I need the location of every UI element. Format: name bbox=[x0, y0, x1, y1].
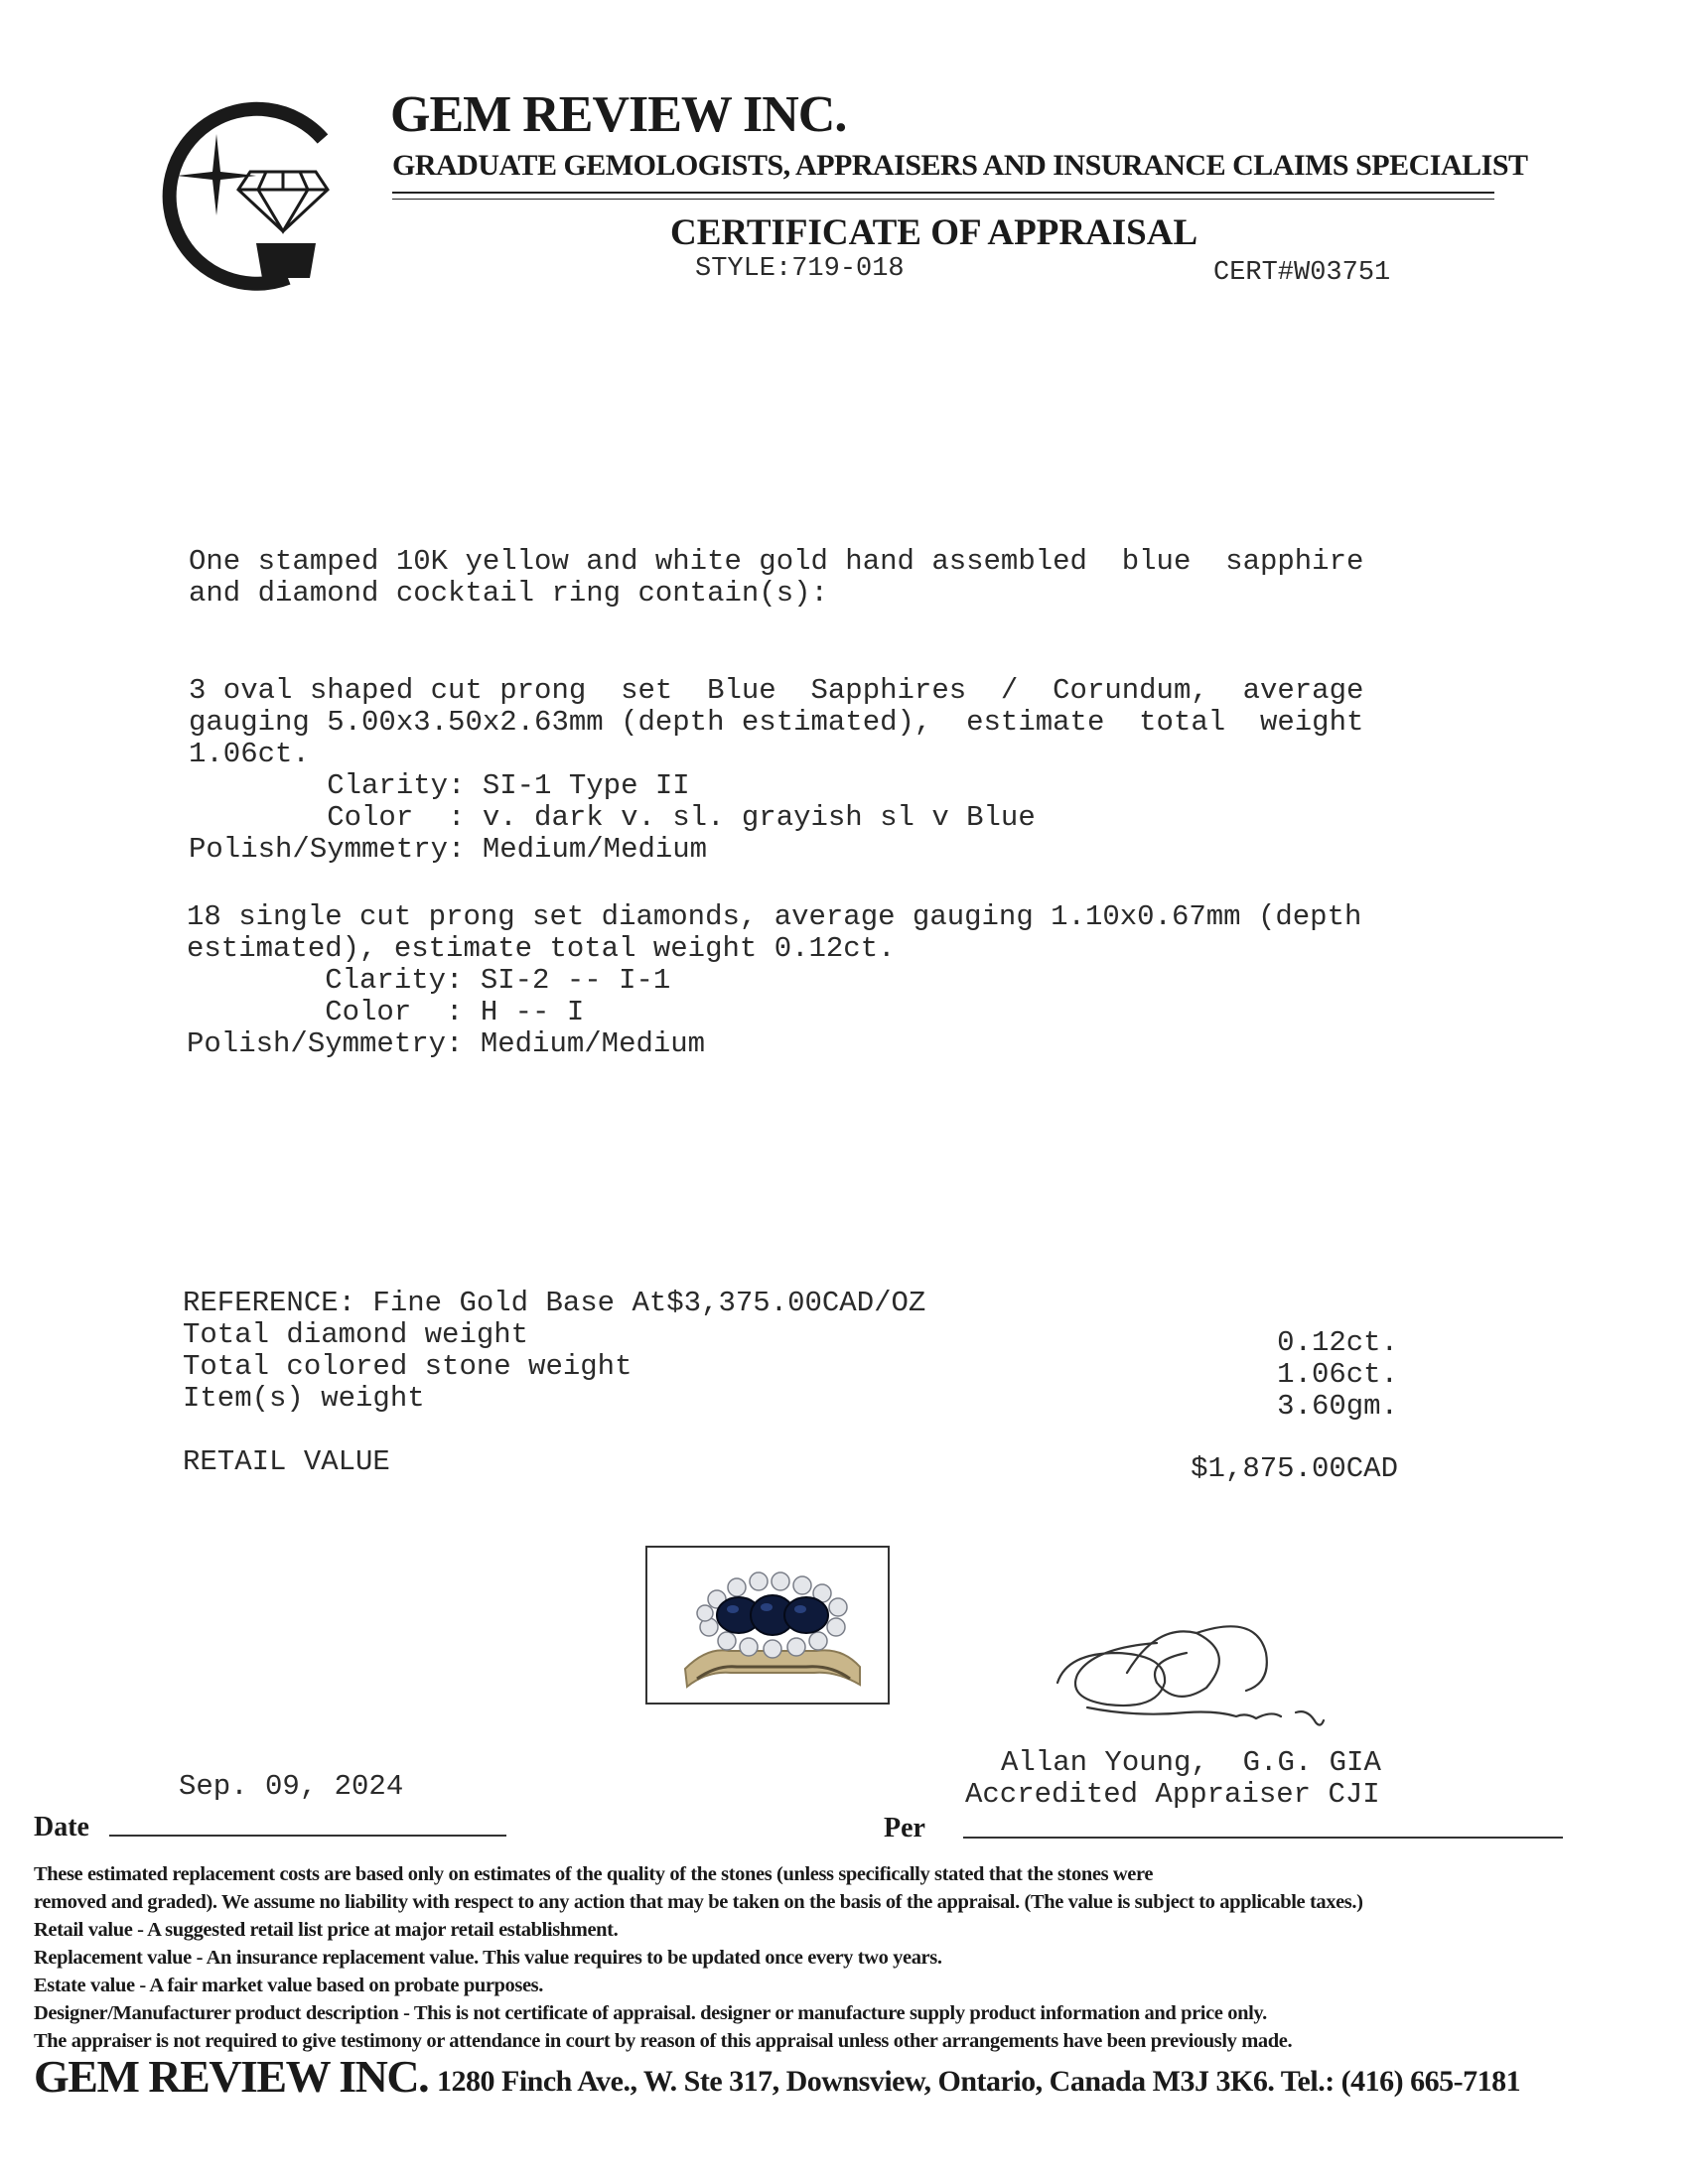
per-underline bbox=[963, 1837, 1563, 1839]
disclaimer-line: Retail value - A suggested retail list price at major retail establishment. bbox=[34, 1919, 619, 1941]
diamond-color: Color : H -- I bbox=[187, 996, 585, 1028]
date-underline bbox=[109, 1835, 506, 1837]
sapphire-color: Color : v. dark v. sl. grayish sl v Blue bbox=[189, 801, 1036, 834]
diamond-line-2: estimated), estimate total weight 0.12ct. bbox=[187, 932, 896, 965]
retail-value-label: RETAIL VALUE bbox=[183, 1445, 390, 1478]
description-line-1: One stamped 10K yellow and white gold hand assembled blue sapphire bbox=[189, 545, 1364, 578]
diamond-clarity: Clarity: SI-2 -- I-1 bbox=[187, 964, 671, 997]
certificate-title: CERTIFICATE OF APPRAISAL bbox=[670, 212, 1198, 253]
disclaimer-line: The appraiser is not required to give testimony or attendance in court by reason of this appraisal unless other arrangements have been previously made. bbox=[34, 2030, 1293, 2052]
summary-label-colored-stone-weight: Total colored stone weight bbox=[183, 1350, 633, 1383]
date-label: Date bbox=[34, 1812, 89, 1843]
summary-label-diamond-weight: Total diamond weight bbox=[183, 1318, 529, 1351]
sapphire-line-1: 3 oval shaped cut prong set Blue Sapphires / Corundum, average bbox=[189, 674, 1364, 707]
summary-value-diamond-weight: 0.12ct. bbox=[1277, 1326, 1398, 1359]
diamond-polish: Polish/Symmetry: Medium/Medium bbox=[187, 1027, 706, 1060]
header-divider-thin bbox=[392, 199, 1494, 200]
disclaimer-line: Replacement value - An insurance replacement value. This value requires to be updated once every two years. bbox=[34, 1947, 942, 1969]
style-number: STYLE:719-018 bbox=[695, 254, 905, 284]
summary-value-item-weight: 3.60gm. bbox=[1277, 1390, 1398, 1423]
sapphire-polish: Polish/Symmetry: Medium/Medium bbox=[189, 833, 708, 866]
header-divider bbox=[392, 192, 1494, 194]
appraisal-date: Sep. 09, 2024 bbox=[179, 1770, 404, 1803]
appraiser-name: Allan Young, G.G. GIA bbox=[1001, 1746, 1381, 1779]
disclaimer-line: Estate value - A fair market value based on probate purposes. bbox=[34, 1975, 543, 1996]
logo-base bbox=[256, 243, 316, 278]
company-name: GEM REVIEW INC. bbox=[390, 86, 847, 143]
per-label: Per bbox=[884, 1813, 925, 1843]
diamond-icon bbox=[238, 172, 328, 231]
disclaimer-line: removed and graded). We assume no liability with respect to any action that may be taken on the basis of the appraisal. (The value is subject to applicable taxes.) bbox=[34, 1891, 1363, 1913]
disclaimer-line: These estimated replacement costs are based only on estimates of the quality of the stones (unless specifically stated that the stones were bbox=[34, 1863, 1154, 1885]
retail-value-amount: $1,875.00CAD bbox=[1191, 1452, 1398, 1485]
sapphire-line-2: gauging 5.00x3.50x2.63mm (depth estimated), estimate total weight bbox=[189, 706, 1364, 739]
footer-company-name: GEM REVIEW INC. bbox=[34, 2051, 429, 2102]
summary-value-colored-stone-weight: 1.06ct. bbox=[1277, 1358, 1398, 1391]
company-logo bbox=[139, 94, 338, 293]
ring-photo-frame bbox=[645, 1546, 890, 1705]
sapphire-clarity: Clarity: SI-1 Type II bbox=[189, 769, 690, 802]
description-line-2: and diamond cocktail ring contain(s): bbox=[189, 577, 828, 610]
company-tagline: GRADUATE GEMOLOGISTS, APPRAISERS AND INSURANCE CLAIMS SPECIALIST bbox=[392, 149, 1528, 182]
summary-label-item-weight: Item(s) weight bbox=[183, 1382, 425, 1415]
sapphire-line-3: 1.06ct. bbox=[189, 738, 310, 770]
diamond-line-1: 18 single cut prong set diamonds, average gauging 1.10x0.67mm (depth bbox=[187, 900, 1362, 933]
certificate-number: CERT#W03751 bbox=[1213, 258, 1391, 288]
appraiser-title: Accredited Appraiser CJI bbox=[965, 1778, 1380, 1811]
disclaimer-line: Designer/Manufacturer product description - This is not certificate of appraisal. designer or manufacture supply product information and price only. bbox=[34, 2002, 1267, 2024]
appraiser-signature bbox=[1048, 1613, 1375, 1742]
gold-reference: REFERENCE: Fine Gold Base At$3,375.00CAD/OZ bbox=[183, 1287, 926, 1319]
footer-address: 1280 Finch Ave., W. Ste 317, Downsview, Ontario, Canada M3J 3K6. Tel.: (416) 665-7181 bbox=[437, 2065, 1521, 2098]
ring-photo bbox=[647, 1548, 888, 1703]
sapphire-stones bbox=[717, 1595, 828, 1635]
